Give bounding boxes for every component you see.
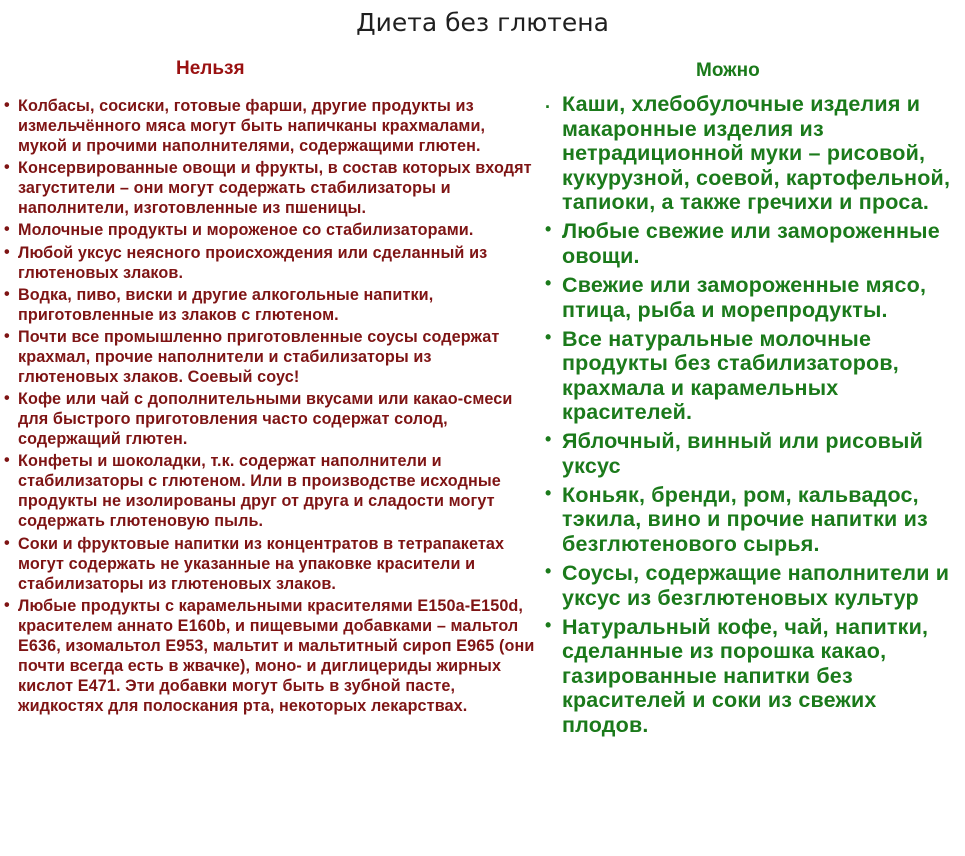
allowed-list — [544, 92, 964, 742]
forbidden-item-text: Консервированные овощи и фрукты, в состав которых входят загустители – они могут содержать стабилизаторы и наполнители, изготовленные из пшеницы. — [18, 159, 532, 218]
bullet-icon: • — [4, 158, 10, 177]
allowed-item — [544, 273, 964, 322]
bullet-icon: • — [4, 96, 10, 114]
forbidden-item-text: Водка, пиво, виски и другие алкогольные напитки, приготовленные из злаков с глютеном. — [18, 285, 434, 324]
bullet-icon: • — [545, 614, 552, 635]
allowed-item-text: Натуральный кофе, чай, напитки, сделанные из порошка какао, газированные напитки без красителей и соки из свежих плодов. — [562, 614, 929, 737]
allowed-heading: Можно — [696, 60, 760, 81]
bullet-icon: . — [545, 92, 551, 112]
forbidden-item — [2, 534, 536, 594]
allowed-item — [544, 561, 964, 610]
bullet-icon: • — [4, 595, 10, 614]
forbidden-heading: Нельзя — [176, 58, 245, 79]
forbidden-item-text: Соки и фруктовые напитки из концентратов в тетрапакетах могут содержать не указанные на упаковке красители и стабилизаторы из глютеновых злаков. — [18, 534, 505, 593]
page-title: Диета без глютена — [356, 8, 609, 37]
forbidden-item — [2, 220, 536, 240]
forbidden-item-text: Любой уксус неясного происхождения или сделанный из глютеновых злаков. — [18, 243, 488, 282]
allowed-item-text: Коньяк, бренди, ром, кальвадос, тэкила, вино и прочие напитки из безглютенового сырья. — [562, 482, 928, 557]
bullet-icon: • — [4, 389, 10, 408]
bullet-icon: • — [545, 561, 552, 582]
forbidden-item-text: Конфеты и шоколадки, т.к. содержат наполнители и стабилизаторы с глютеном. Или в производстве исходные продукты не изолированы друг от друга и сладости могут содержать глютеновую пыль. — [18, 452, 501, 531]
allowed-item-text: Каши, хлебобулочные изделия и макаронные изделия из нетрадиционной муки – рисовой, кукурузной, соевой, картофельной, тапиоки, а также гречихи и проса. — [562, 92, 951, 215]
forbidden-item — [2, 243, 536, 283]
allowed-item-text: Яблочный, винный или рисовый уксус — [562, 429, 924, 478]
forbidden-item — [2, 158, 536, 218]
allowed-item-text: Любые свежие или замороженные овощи. — [562, 219, 940, 268]
bullet-icon: • — [4, 533, 10, 552]
allowed-item — [544, 483, 964, 557]
forbidden-item — [2, 285, 536, 325]
forbidden-item — [2, 596, 536, 716]
forbidden-item-text: Кофе или чай с дополнительными вкусами или какао-смеси для быстрого приготовления часто содержат солод, содержащий глютен. — [18, 390, 513, 449]
bullet-icon: • — [4, 242, 10, 261]
bullet-icon: • — [4, 326, 10, 345]
forbidden-item-text: Колбасы, сосиски, готовые фарши, другие продукты из измельчённого мяса могут быть напичканы крахмалами, мукой и прочими наполнителями, содержащими глютен. — [18, 97, 486, 155]
allowed-item-text: Свежие или замороженные мясо, птица, рыба и морепродукты. — [562, 272, 927, 322]
forbidden-item-text: Любые продукты с карамельными красителями E150a-E150d, красителем аннато E160b, и пищевыми добавками – мальтол E636, изомальтол E953, мальтит и мальтитный сироп E965 (они почти всегда есть в жвачке), моно- и диглицериды жирных кислот E471. Эти добавки могут быть в зубной пасте, жидкостях для полоскания рта, некоторых лекарствах. — [18, 596, 535, 715]
allowed-item — [544, 615, 964, 738]
allowed-item-text: Все натуральные молочные продукты без стабилизаторов, крахмала и карамельных красителей. — [562, 326, 899, 425]
bullet-icon: • — [4, 284, 10, 303]
forbidden-item — [2, 327, 536, 387]
bullet-icon: • — [4, 451, 10, 470]
bullet-icon: • — [4, 220, 10, 239]
forbidden-item-text: Молочные продукты и мороженое со стабилизаторами. — [18, 221, 474, 240]
forbidden-item-text: Почти все промышленно приготовленные соусы содержат крахмал, прочие наполнители и стабилизаторы из глютеновых злаков. Соевый соус! — [18, 327, 500, 386]
forbidden-item — [2, 451, 536, 531]
allowed-item — [544, 92, 964, 215]
forbidden-list — [2, 96, 536, 718]
allowed-item-text: Соусы, содержащие наполнители и уксус из безглютеновых культур — [562, 561, 950, 610]
allowed-item — [544, 219, 964, 268]
bullet-icon: • — [545, 272, 552, 293]
bullet-icon: • — [545, 429, 552, 450]
bullet-icon: • — [545, 326, 552, 347]
allowed-item — [544, 327, 964, 425]
forbidden-item — [2, 389, 536, 449]
bullet-icon: • — [545, 482, 552, 503]
bullet-icon: • — [545, 219, 552, 240]
forbidden-item — [2, 96, 536, 156]
allowed-item — [544, 429, 964, 478]
